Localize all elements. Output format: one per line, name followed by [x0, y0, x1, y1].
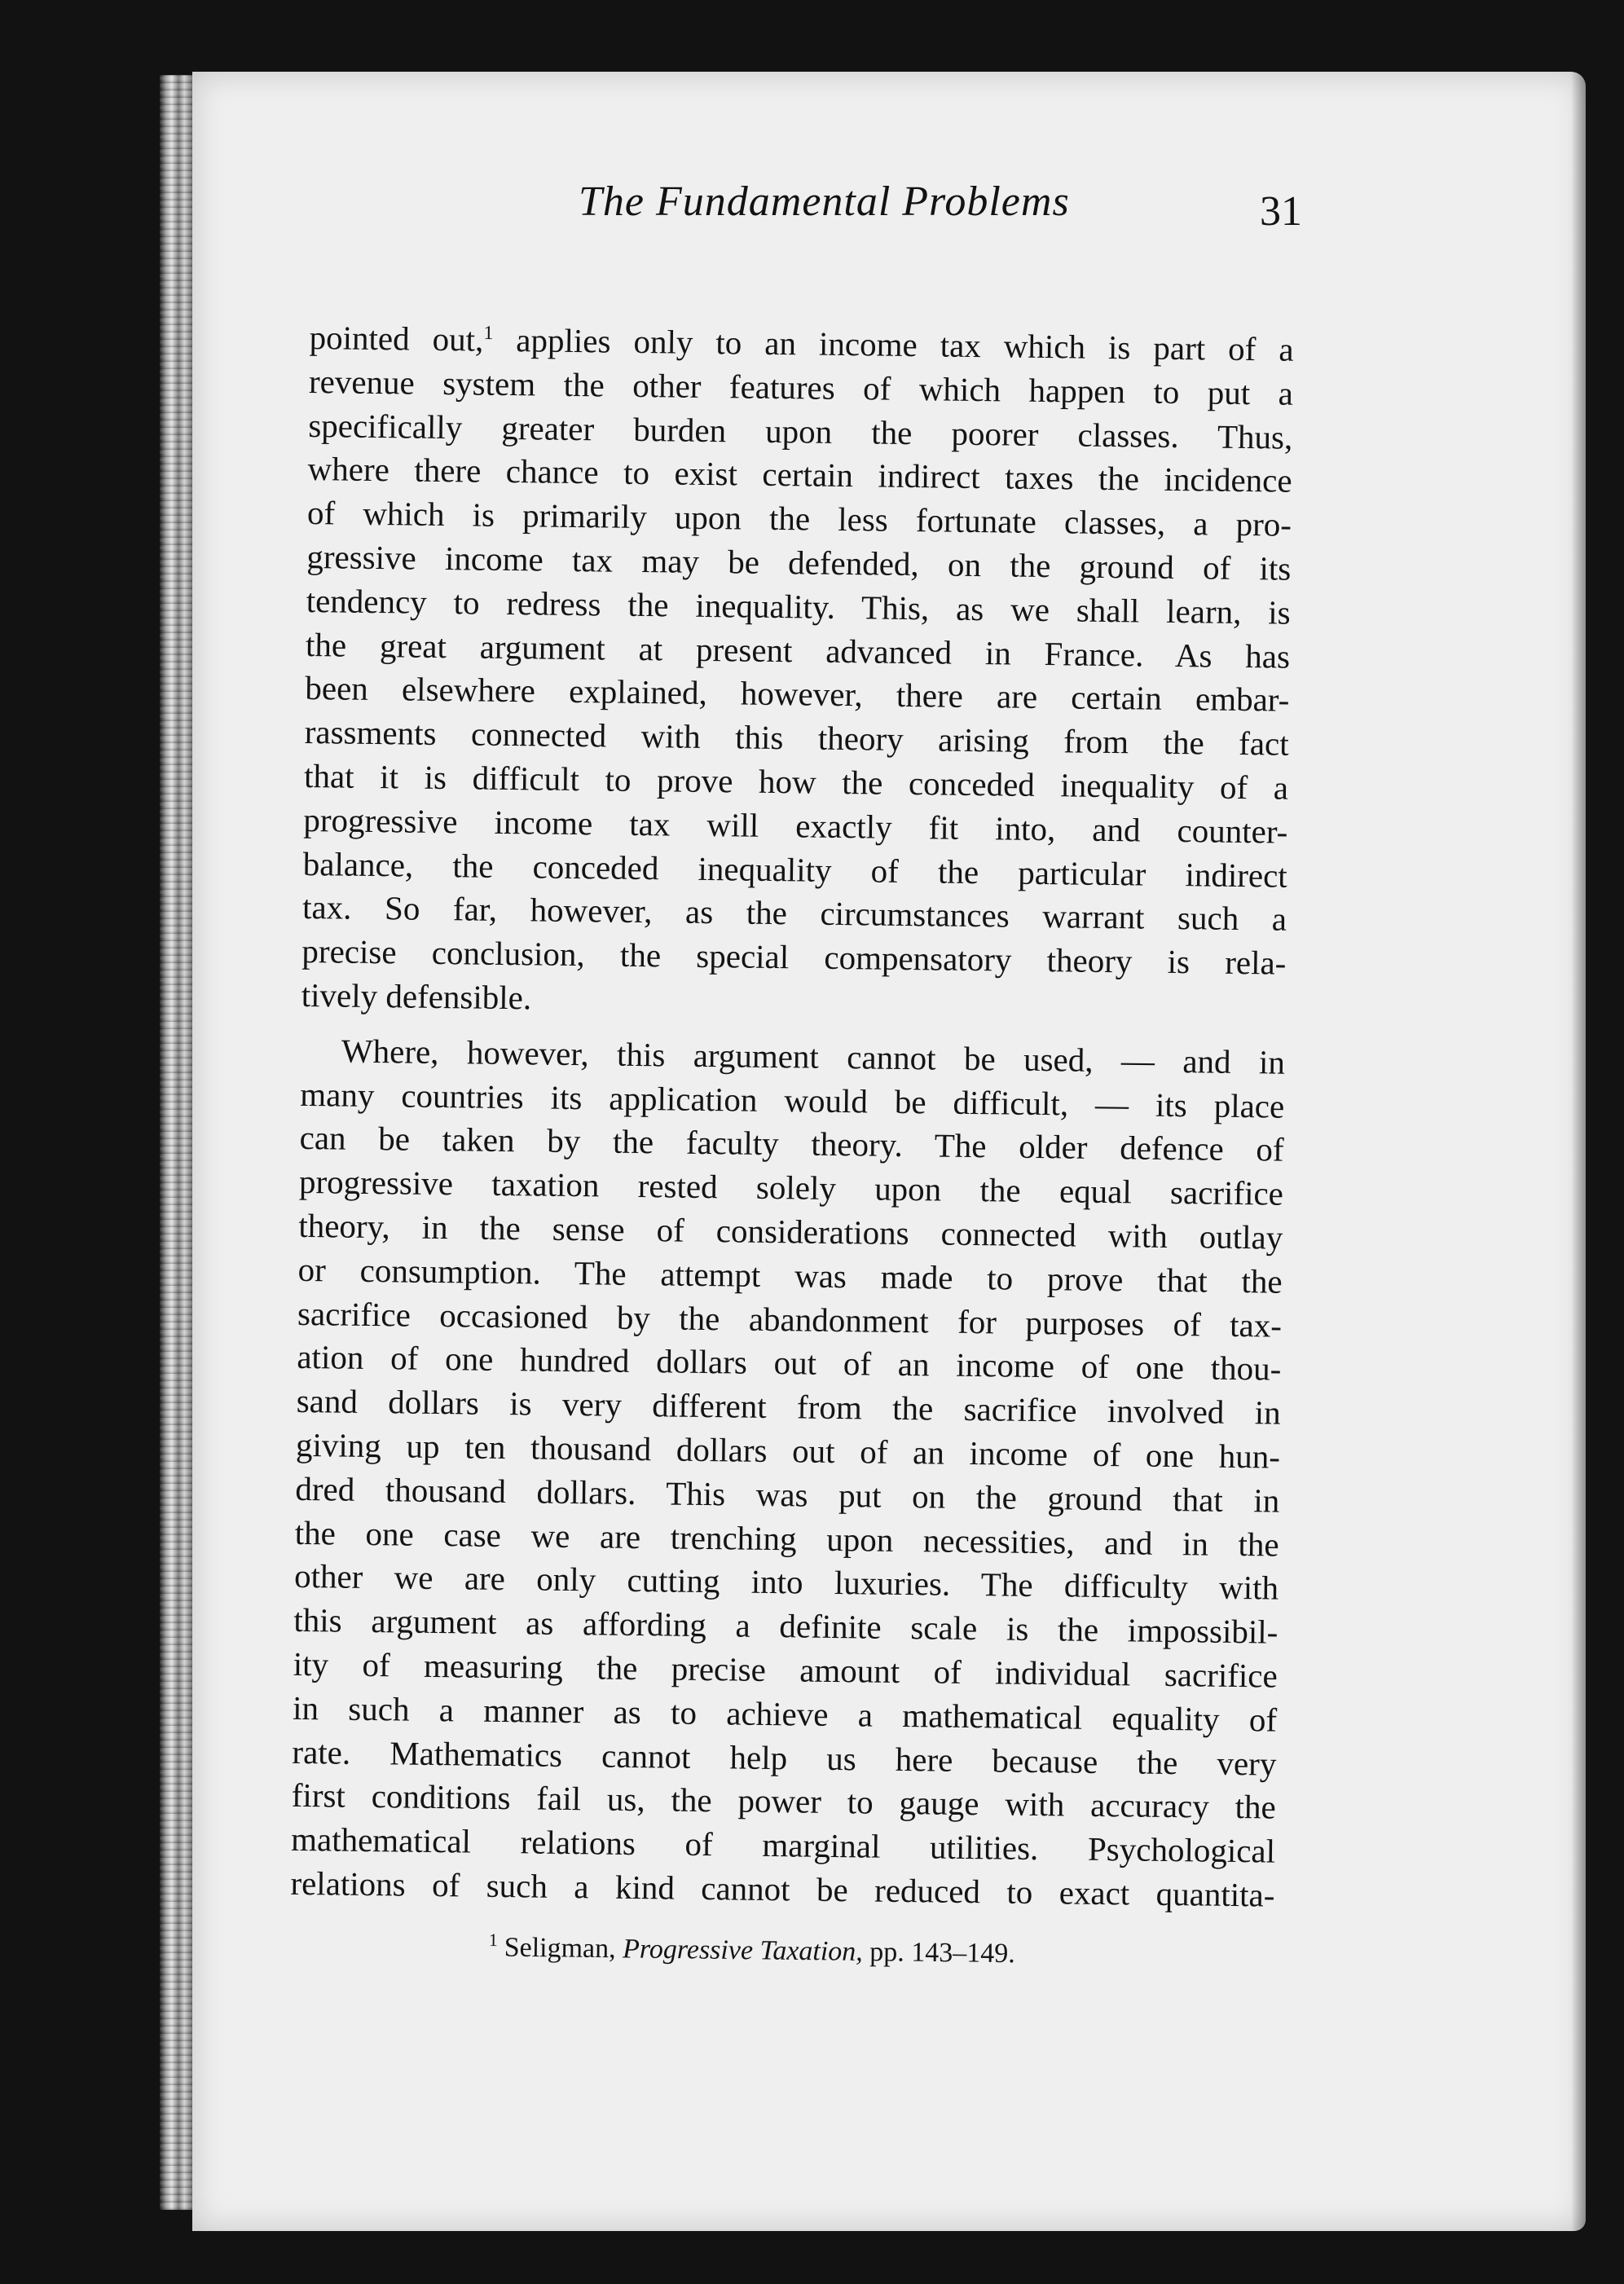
text-line: this argument as affording a definite scale is the impossibil- — [293, 1600, 1279, 1651]
text-line: rate. Mathematics cannot help us here because the very — [292, 1732, 1277, 1783]
footnote-author: Seligman, — [504, 1932, 616, 1965]
text-line: giving up ten thousand dollars out of an income of one hun- — [295, 1425, 1281, 1476]
text-line: sand dollars is very different from the sacrifice involved in — [296, 1382, 1281, 1432]
text-line: the one case we are trenching upon necessities, and in the — [294, 1513, 1279, 1564]
text-line: ity of measuring the precise amount of individual sacrifice — [293, 1644, 1278, 1695]
text-line: relations of such a kind cannot be reduced to exact quantita- — [290, 1864, 1275, 1914]
footnote — [488, 1930, 1015, 1969]
text-line: Where, however, this argument cannot be used, — and in — [341, 1032, 1286, 1081]
text-line: other we are only cutting into luxuries. The difficulty with — [293, 1557, 1279, 1607]
page-edge-shadow — [1571, 72, 1586, 2231]
text-line: theory, in the sense of considerations connected with outlay — [298, 1206, 1283, 1256]
text-line: been elsewhere explained, however, there are certain embar- — [305, 669, 1290, 720]
text-line: precise conclusion, the special compensatory theory is rela- — [301, 932, 1287, 982]
text-line: pointed out,$^1$ applies only to an income tax which is part of a — [309, 318, 1294, 368]
body-text — [290, 316, 1294, 1917]
text-line: or consumption. The attempt was made to prove that the — [297, 1250, 1283, 1300]
text-line: first conditions fail us, the power to gauge with accuracy the — [291, 1776, 1277, 1826]
text-line: specifically greater burden upon the poorer classes. Thus, — [308, 406, 1293, 456]
text-line: progressive taxation rested solely upon the equal sacrifice — [298, 1163, 1284, 1212]
text-line: the great argument at present advanced in France. As has — [305, 625, 1291, 676]
text-line: revenue system the other features of which happen to put a — [308, 362, 1294, 412]
text-line: progressive income tax will exactly fit into, and counter- — [303, 800, 1288, 851]
text-line: in such a manner as to achieve a mathematical equality of — [292, 1688, 1278, 1739]
text-line: many countries its application would be difficult, — its place — [300, 1075, 1285, 1125]
text-line: mathematical relations of marginal utilities. Psychological — [290, 1820, 1276, 1870]
running-head-title: The Fundamental Problems — [579, 178, 1070, 225]
text-line: balance, the conceded inequality of the particular indirect — [302, 844, 1287, 895]
text-line: where there chance to exist certain indirect taxes the incidence — [307, 450, 1292, 500]
text-line: sacrifice occasioned by the abandonment for purposes of tax- — [297, 1294, 1283, 1344]
text-line: can be taken by the faculty theory. The older defence of — [299, 1119, 1284, 1169]
footnote-mark: 1 — [488, 1930, 498, 1951]
footnote-title: Progressive Taxation, — [622, 1934, 864, 1967]
text-line: gressive income tax may be defended, on the ground of its — [306, 537, 1292, 588]
footnote-pages: pp. 143–149. — [869, 1937, 1016, 1969]
text-line: rassments connected with this theory arising from the fact — [304, 713, 1289, 763]
page-number: 31 — [1260, 188, 1302, 235]
book-binding — [160, 75, 194, 2210]
text-line: tendency to redress the inequality. This, as we shall learn, is — [306, 581, 1291, 632]
text-line: ation of one hundred dollars out of an income of one thou- — [297, 1338, 1282, 1388]
text-line: tively defensible. — [301, 975, 532, 1017]
running-head — [383, 171, 1312, 244]
text-line: that it is difficult to prove how the conceded inequality of a — [303, 756, 1289, 807]
text-line: of which is primarily upon the less fortunate classes, a pro- — [306, 494, 1292, 543]
text-line: tax. So far, however, as the circumstances warrant such a — [301, 888, 1287, 939]
footnote-reference: 1 — [483, 322, 494, 345]
text-line: dred thousand dollars. This was put on the ground that in — [295, 1469, 1280, 1520]
